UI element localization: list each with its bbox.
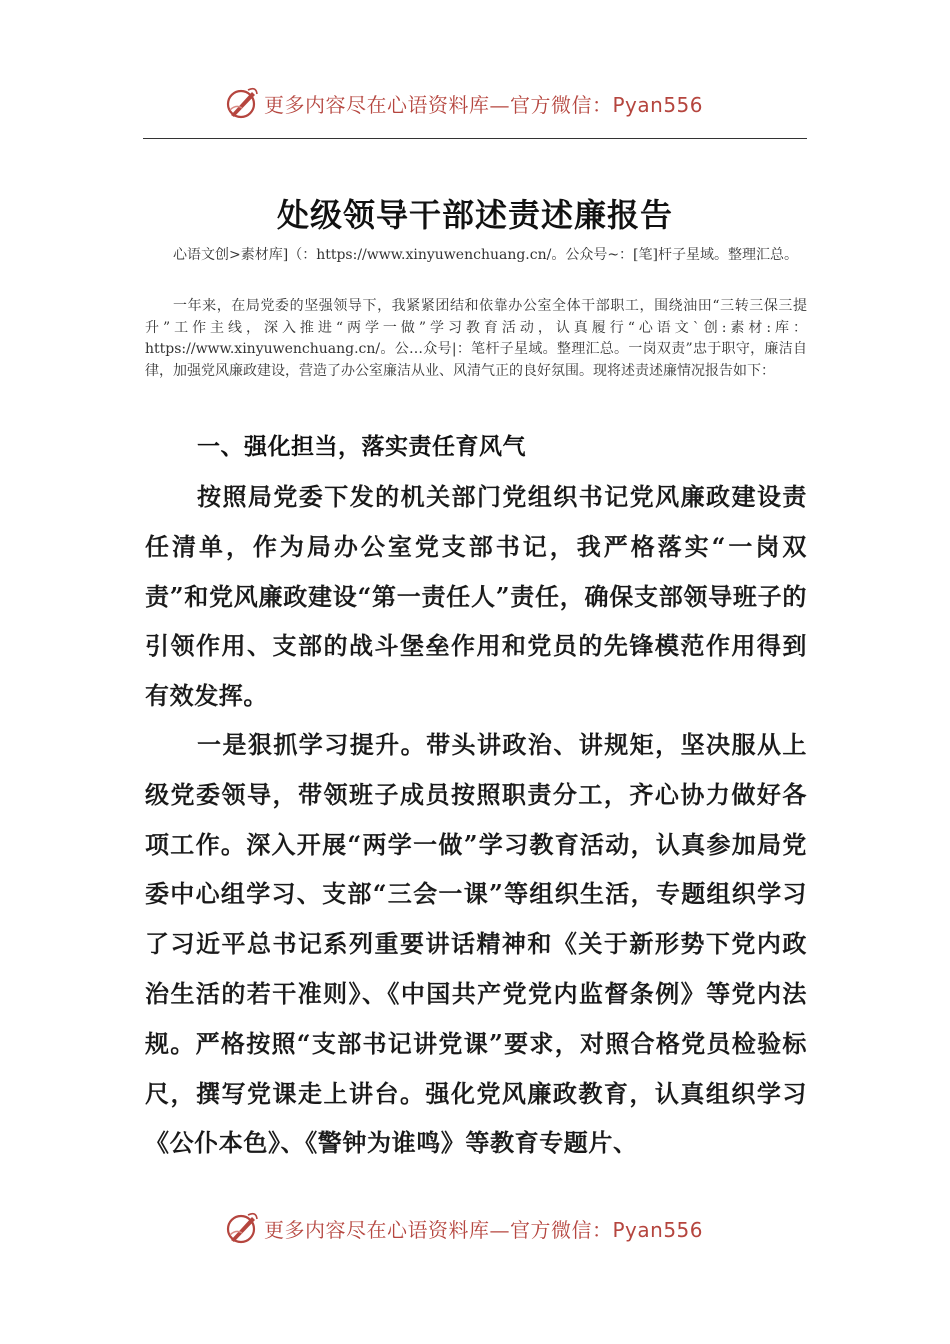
watermark-text: 更多内容尽在心语资料库—官方微信：Pyan556 — [264, 1217, 704, 1242]
document-title: 处级领导干部述责述廉报告 — [276, 196, 673, 234]
source-note: 心语文创>素材库]（：https://www.xinyuwenchuang.cn/。公众号~：[笔]杆子星域。整理汇总。 — [173, 247, 798, 263]
quill-pen-logo-icon — [222, 84, 260, 122]
section-heading-1: 一、强化担当，落实责任育风气 — [197, 434, 526, 460]
section1-paragraph-2: 一是狠抓学习提升。带头讲政治、讲规矩，坚决服从上级党委领导，带领班子成员按照职责分工，齐心协力做好各项工作。深入开展“两学一做”学习教育活动，认真参加局党委中心组学习、支部“三会一课”等组织生活，专题组织学习了习近平总书记系列重要讲话精神和《关于新形势下党内政治生活的若干准则》、《中国共产党党内监督条例》等党内法规。严格按照“支部书记讲党课”要求，对照合格党员检验标尺，撰写党课走上讲台。强化党风廉政教育，认真组织学习《公仆本色》、《警钟为谁鸣》等教育专题片、 — [145, 730, 807, 1158]
quill-pen-logo-icon — [222, 1209, 260, 1247]
section1-paragraph-1: 按照局党委下发的机关部门党组织书记党风廉政建设责任清单，作为局办公室党支部书记，我严格落实“一岗双责”和党风廉政建设“第一责任人”责任，确保支部领导班子的引领作用、支部的战斗堡垒作用和党员的先锋模范作用得到有效发挥。 — [145, 482, 807, 711]
header-rule — [143, 138, 807, 139]
footer-watermark — [222, 1203, 742, 1253]
header-watermark — [222, 78, 742, 128]
watermark-text: 更多内容尽在心语资料库—官方微信：Pyan556 — [264, 92, 704, 117]
intro-paragraph: 一年来，在局党委的坚强领导下，我紧紧团结和依靠办公室全体干部职工，围绕油田“三转三保三提升”工作主线，深入推进“两学一做”学习教育活动，认真履行“心语文`创:素材:库：https://www.xinyuwenchuang.cn/。公…众号|：笔杆子星域。整理汇总。一岗双责”忠于职守，廉洁自律，加强党风廉政建设，营造了办公室廉洁从业、风清气正的良好氛围。现将述责述廉情况报告如下： — [145, 298, 807, 379]
